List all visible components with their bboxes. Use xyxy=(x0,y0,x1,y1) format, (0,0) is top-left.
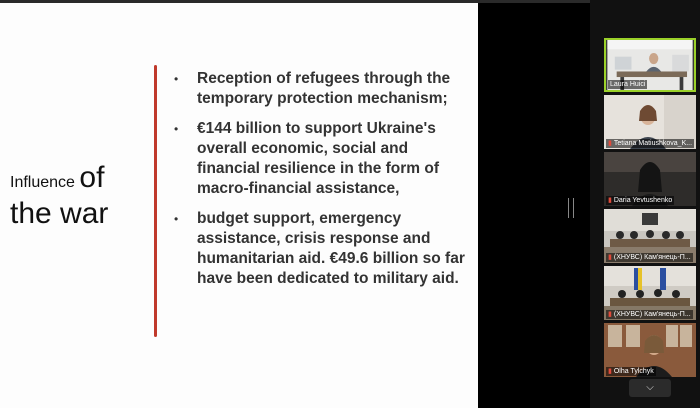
bullet-item xyxy=(172,119,472,199)
bullet-item xyxy=(172,209,472,289)
participant-tile[interactable] xyxy=(604,38,696,92)
bullet-text: Reception of refugees through the temporary protection mechanism; xyxy=(197,70,451,107)
bullet-item xyxy=(172,69,472,109)
panel-resize-handle[interactable] xyxy=(568,198,574,218)
participant-name-label: ▮ Daria Yevtushenko xyxy=(608,197,673,204)
participant-tile[interactable] xyxy=(604,152,696,206)
participant-name-label: ▮ Tetiana Matiushkova_K... xyxy=(608,140,693,147)
mic-muted-icon: ▮ xyxy=(608,311,612,318)
bullet-text: budget support, emergency assistance, crisis response and humanitarian aid. €49.6 billion so far have been dedicated to military aid. xyxy=(197,210,465,287)
participant-tile[interactable] xyxy=(604,266,696,320)
mic-muted-icon: ▮ xyxy=(608,368,612,375)
participant-tile[interactable] xyxy=(604,323,696,377)
title-word-of: of xyxy=(79,161,105,194)
bullet-list xyxy=(172,69,472,299)
participant-name-label: ▮ (ХНУВС) Кам'янець-П... xyxy=(608,254,691,261)
slide-title xyxy=(10,163,108,229)
participant-tile[interactable] xyxy=(604,209,696,263)
mic-muted-icon: ▮ xyxy=(608,140,612,147)
participant-name-label: ▮ (ХНУВС) Кам'янець-П... xyxy=(608,311,691,318)
participant-name-label: Laura Huici xyxy=(610,81,646,88)
bullet-dot: • xyxy=(174,72,179,86)
shared-slide xyxy=(0,3,478,408)
bullet-text: €144 billion to support Ukraine's overall economic, social and financial resilience in the form of macro-financial assistance, xyxy=(197,120,440,197)
bullet-dot: • xyxy=(174,212,179,226)
chevron-down-icon: ⌵ xyxy=(646,382,654,393)
participants-panel xyxy=(590,0,700,408)
bullet-dot: • xyxy=(174,122,179,136)
mic-muted-icon: ▮ xyxy=(608,254,612,261)
scroll-down-button[interactable] xyxy=(629,379,671,397)
mic-muted-icon: ▮ xyxy=(608,197,612,204)
accent-divider-line xyxy=(154,65,157,337)
title-line-2: the war xyxy=(10,197,109,230)
participant-name-label: ▮ Olha Tylchyk xyxy=(608,368,654,375)
title-word-influence: Influence xyxy=(10,174,75,191)
participant-tile[interactable] xyxy=(604,95,696,149)
